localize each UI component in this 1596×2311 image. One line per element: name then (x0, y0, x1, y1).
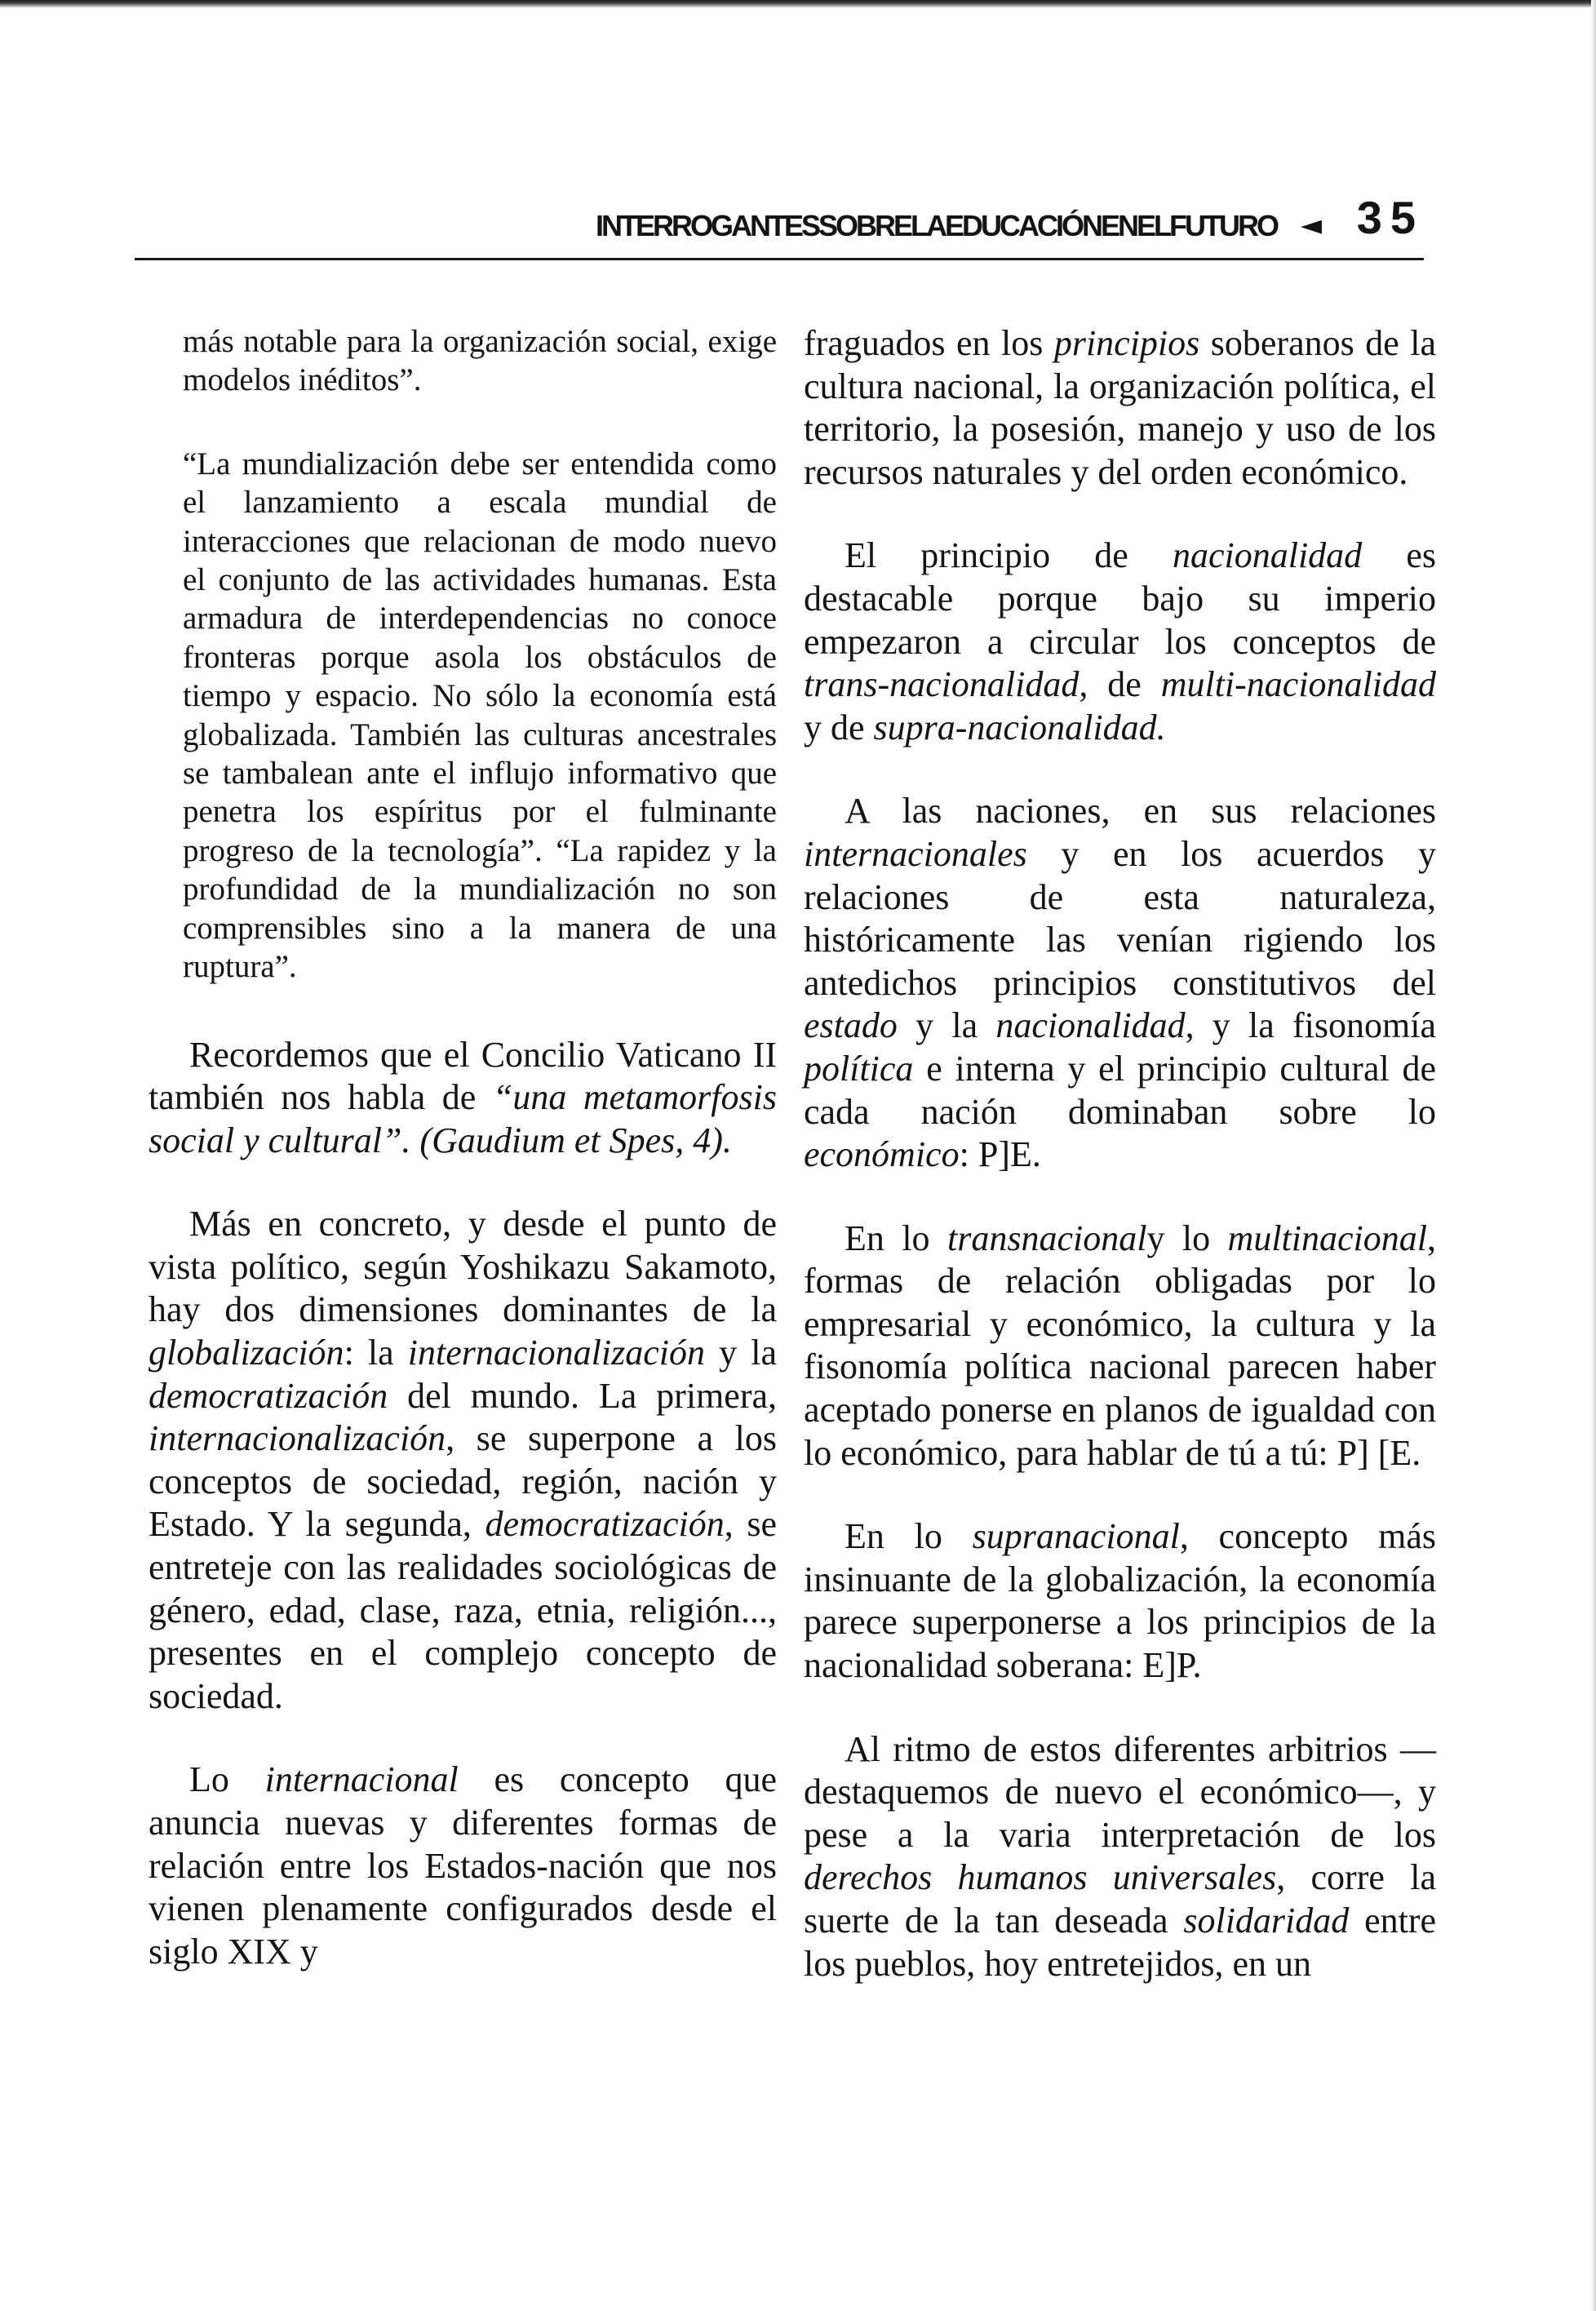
right-column (804, 322, 1436, 2026)
paragraph-sakamoto: Más en concreto, y desde el punto de vista político, según Yoshikazu Sakamoto, hay dos dimensiones dominantes de la globalización: la internacionalización y la democratización del mundo. La primera, internacionalización, se superpone a los conceptos de sociedad, región, nación y Estado. Y la segunda, democratización, se entreteje con las realidades sociológicas de género, edad, clase, raza, etnia, religión..., presentes en el complejo concepto de sociedad. (149, 1204, 778, 1716)
paragraph-arbitrios: Al ritmo de estos diferentes arbitrios —destaquemos de nuevo el económico—, y pese a la varia interpretación de los derechos humanos universales, corre la suerte de la tan deseada solidaridad entre los pueblos, hoy entretejidos, en un (804, 1728, 1437, 1984)
paragraph-internacional: Lo internacional es concepto que anuncia nuevas y diferentes formas de relación entre los Estados-nación que nos vienen plenamente configurados desde el siglo XIX y (149, 1759, 777, 1972)
paragraph-nacionalidad: El principio de nacionalidad es destacable porque bajo su imperio empezaron a circular los conceptos de trans-nacionalidad, de multi-nacionalidad y de supra-nacionalidad. (804, 535, 1436, 747)
running-header (135, 180, 1424, 261)
paragraph-supranacional: En lo supranacional, concepto más insinuante de la globalización, la economía parece superponerse a los principios de la nacionalidad soberana: E]P. (804, 1516, 1436, 1686)
paragraph-transnacional: En lo transnacionaly lo multinacional, formas de relación obligadas por lo empresarial y económico, la cultura y la fisonomía política nacional parecen haber aceptado ponerse en planos de igualdad con lo económico, para hablar de tú a tú: P] [E. (804, 1218, 1436, 1473)
paragraph-naciones: A las naciones, en sus relaciones internacionales y en los acuerdos y relaciones de esta naturaleza, históricamente las venían rigiendo los antedichos principios constitutivos del estado y la nacionalidad, y la fisonomía política e interna y el principio cultural de cada nación dominaban sobre lo económico: P]E. (804, 791, 1436, 1175)
quote-mundializacion: “La mundialización debe ser entendida como el lanzamiento a escala mundial de interacciones que relacionan de modo nuevo el conjunto de las actividades humanas. Esta armadura de interdependencias no conoce fronteras porque asola los obstáculos de tiempo y espacio. No sólo la economía está globalizada. También las culturas ancestrales se tambalean ante el influjo informativo que penetra los espíritus por el fulminante progreso de la tecnología”. “La rapidez y la profundidad de la mundialización no son comprensibles sino a la manera de una ruptura”. (183, 446, 777, 985)
paragraph-concilio: Recordemos que el Concilio Vaticano II también nos habla de “una metamorfosis social y cultural”. (Gaudium et Spes, 4). (149, 1034, 777, 1160)
quote-continuation: más notable para la organización social, exige modelos inéditos”. (183, 324, 777, 398)
header-rule (135, 258, 1424, 260)
page-number: 35 (1356, 192, 1424, 243)
paragraph-fraguados: fraguados en los principios soberanos de la cultura nacional, la organización política, el territorio, la posesión, manejo y uso de los recursos naturales y del orden económico. (804, 323, 1436, 492)
left-column (149, 322, 777, 2014)
scan-edge-right (1591, 0, 1596, 2311)
arrow-left-icon: ◄ (1300, 209, 1322, 242)
scan-edge-top (0, 0, 1596, 8)
running-title: INTERROGANTESSOBRELAEDUCACIÓNENELFUTURO (595, 209, 1277, 242)
